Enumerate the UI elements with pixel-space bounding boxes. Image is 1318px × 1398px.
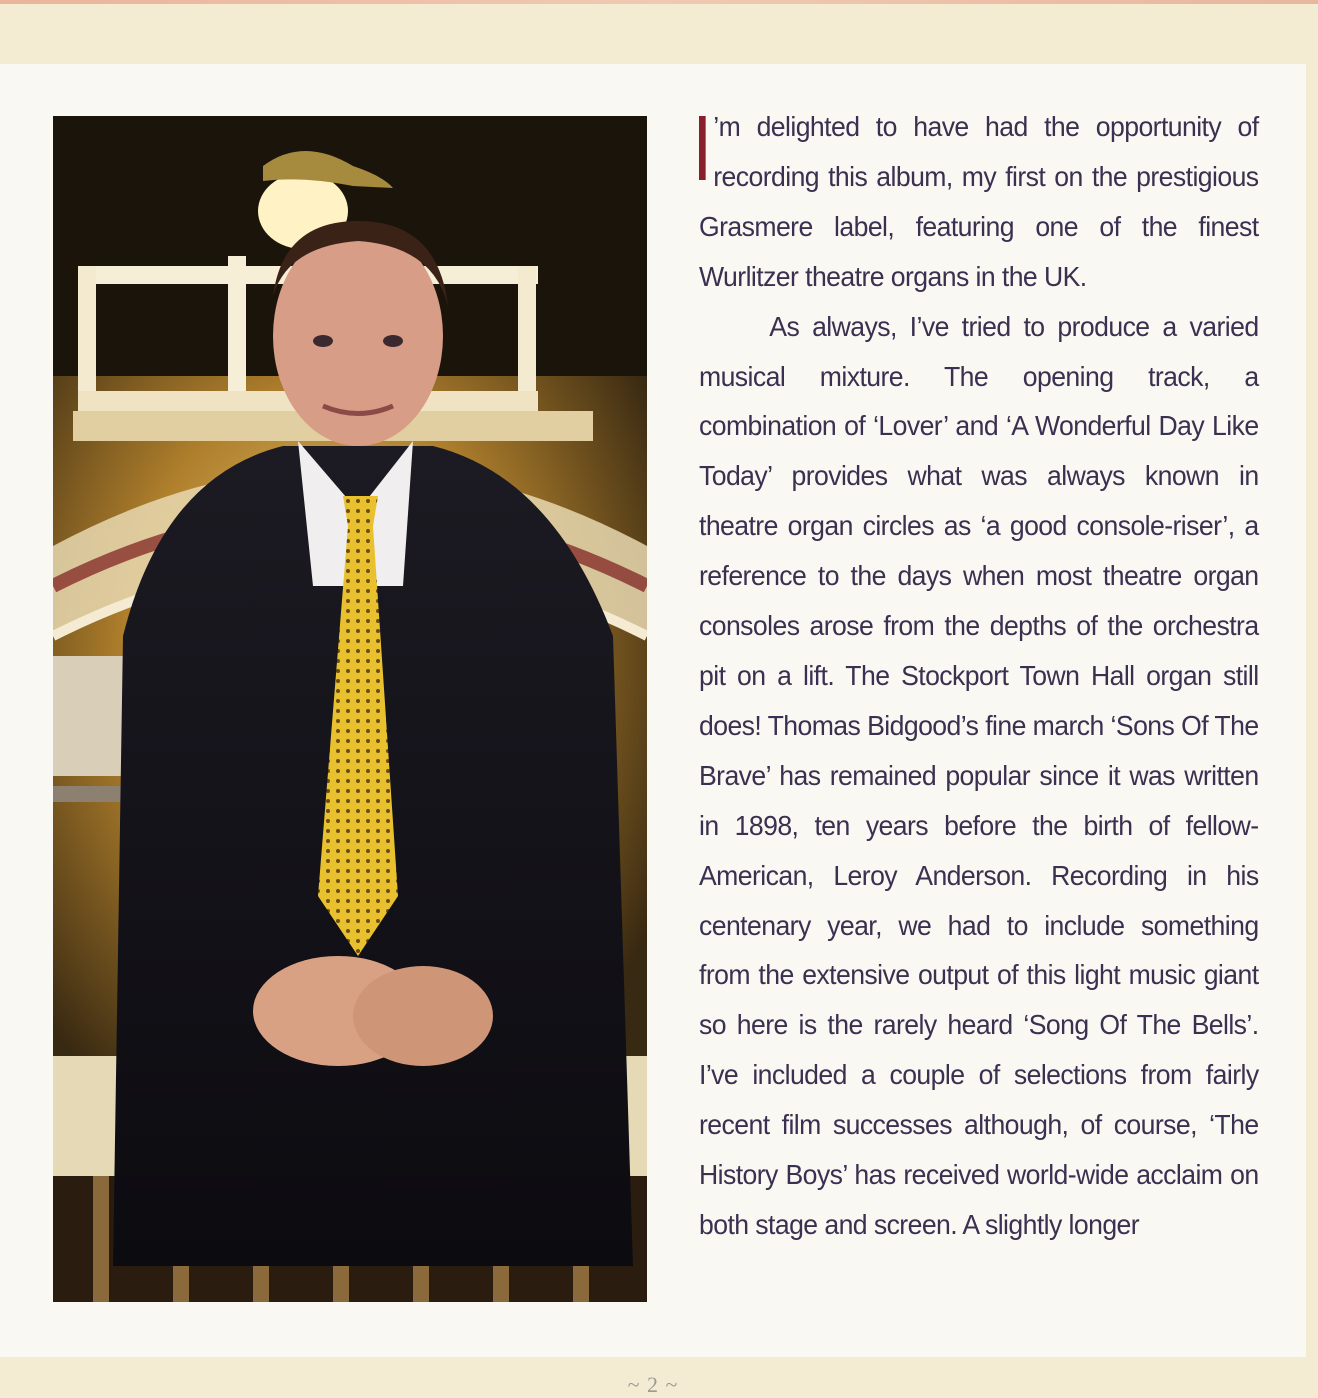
article-body: [699, 102, 1259, 1250]
organist-photo: [53, 116, 647, 1302]
paragraph-text: ’m delighted to have had the opportunity of recording this album, my first on the prestigious Grasmere label, featuring one of the finest Wurlitzer theatre organs in the UK.: [699, 111, 1259, 292]
article-paragraph: [699, 102, 1259, 302]
article-paragraph: [699, 302, 1259, 1250]
dropcap-bar: [699, 116, 706, 180]
page-number: ~ 2 ~: [627, 1372, 679, 1397]
paragraph-text: As always, I’ve tried to produce a varied musical mixture. The opening track, a combination of ‘Lover’ and ‘A Wonderful Day Like Today’ provides what was always known in theatre organ circles as ‘a good console-riser’, a reference to the days when most theatre organ consoles arose from the depths of the orchestra pit on a lift. The Stockport Town Hall organ still does! Thomas Bidgood’s fine march ‘Sons Of The Brave’ has remained popular since it was written in 1898, ten years before the birth of fellow-American, Leroy Anderson. Recording in his centenary year, we had to include something from the extensive output of this light music giant so here is the rarely heard ‘Song Of The Bells’. I’ve included a couple of selections from fairly recent film successes although, of course, ‘The History Boys’ has received world-wide acclaim on both stage and screen. A slightly longer: [699, 310, 1259, 1240]
top-border: [0, 0, 1318, 4]
